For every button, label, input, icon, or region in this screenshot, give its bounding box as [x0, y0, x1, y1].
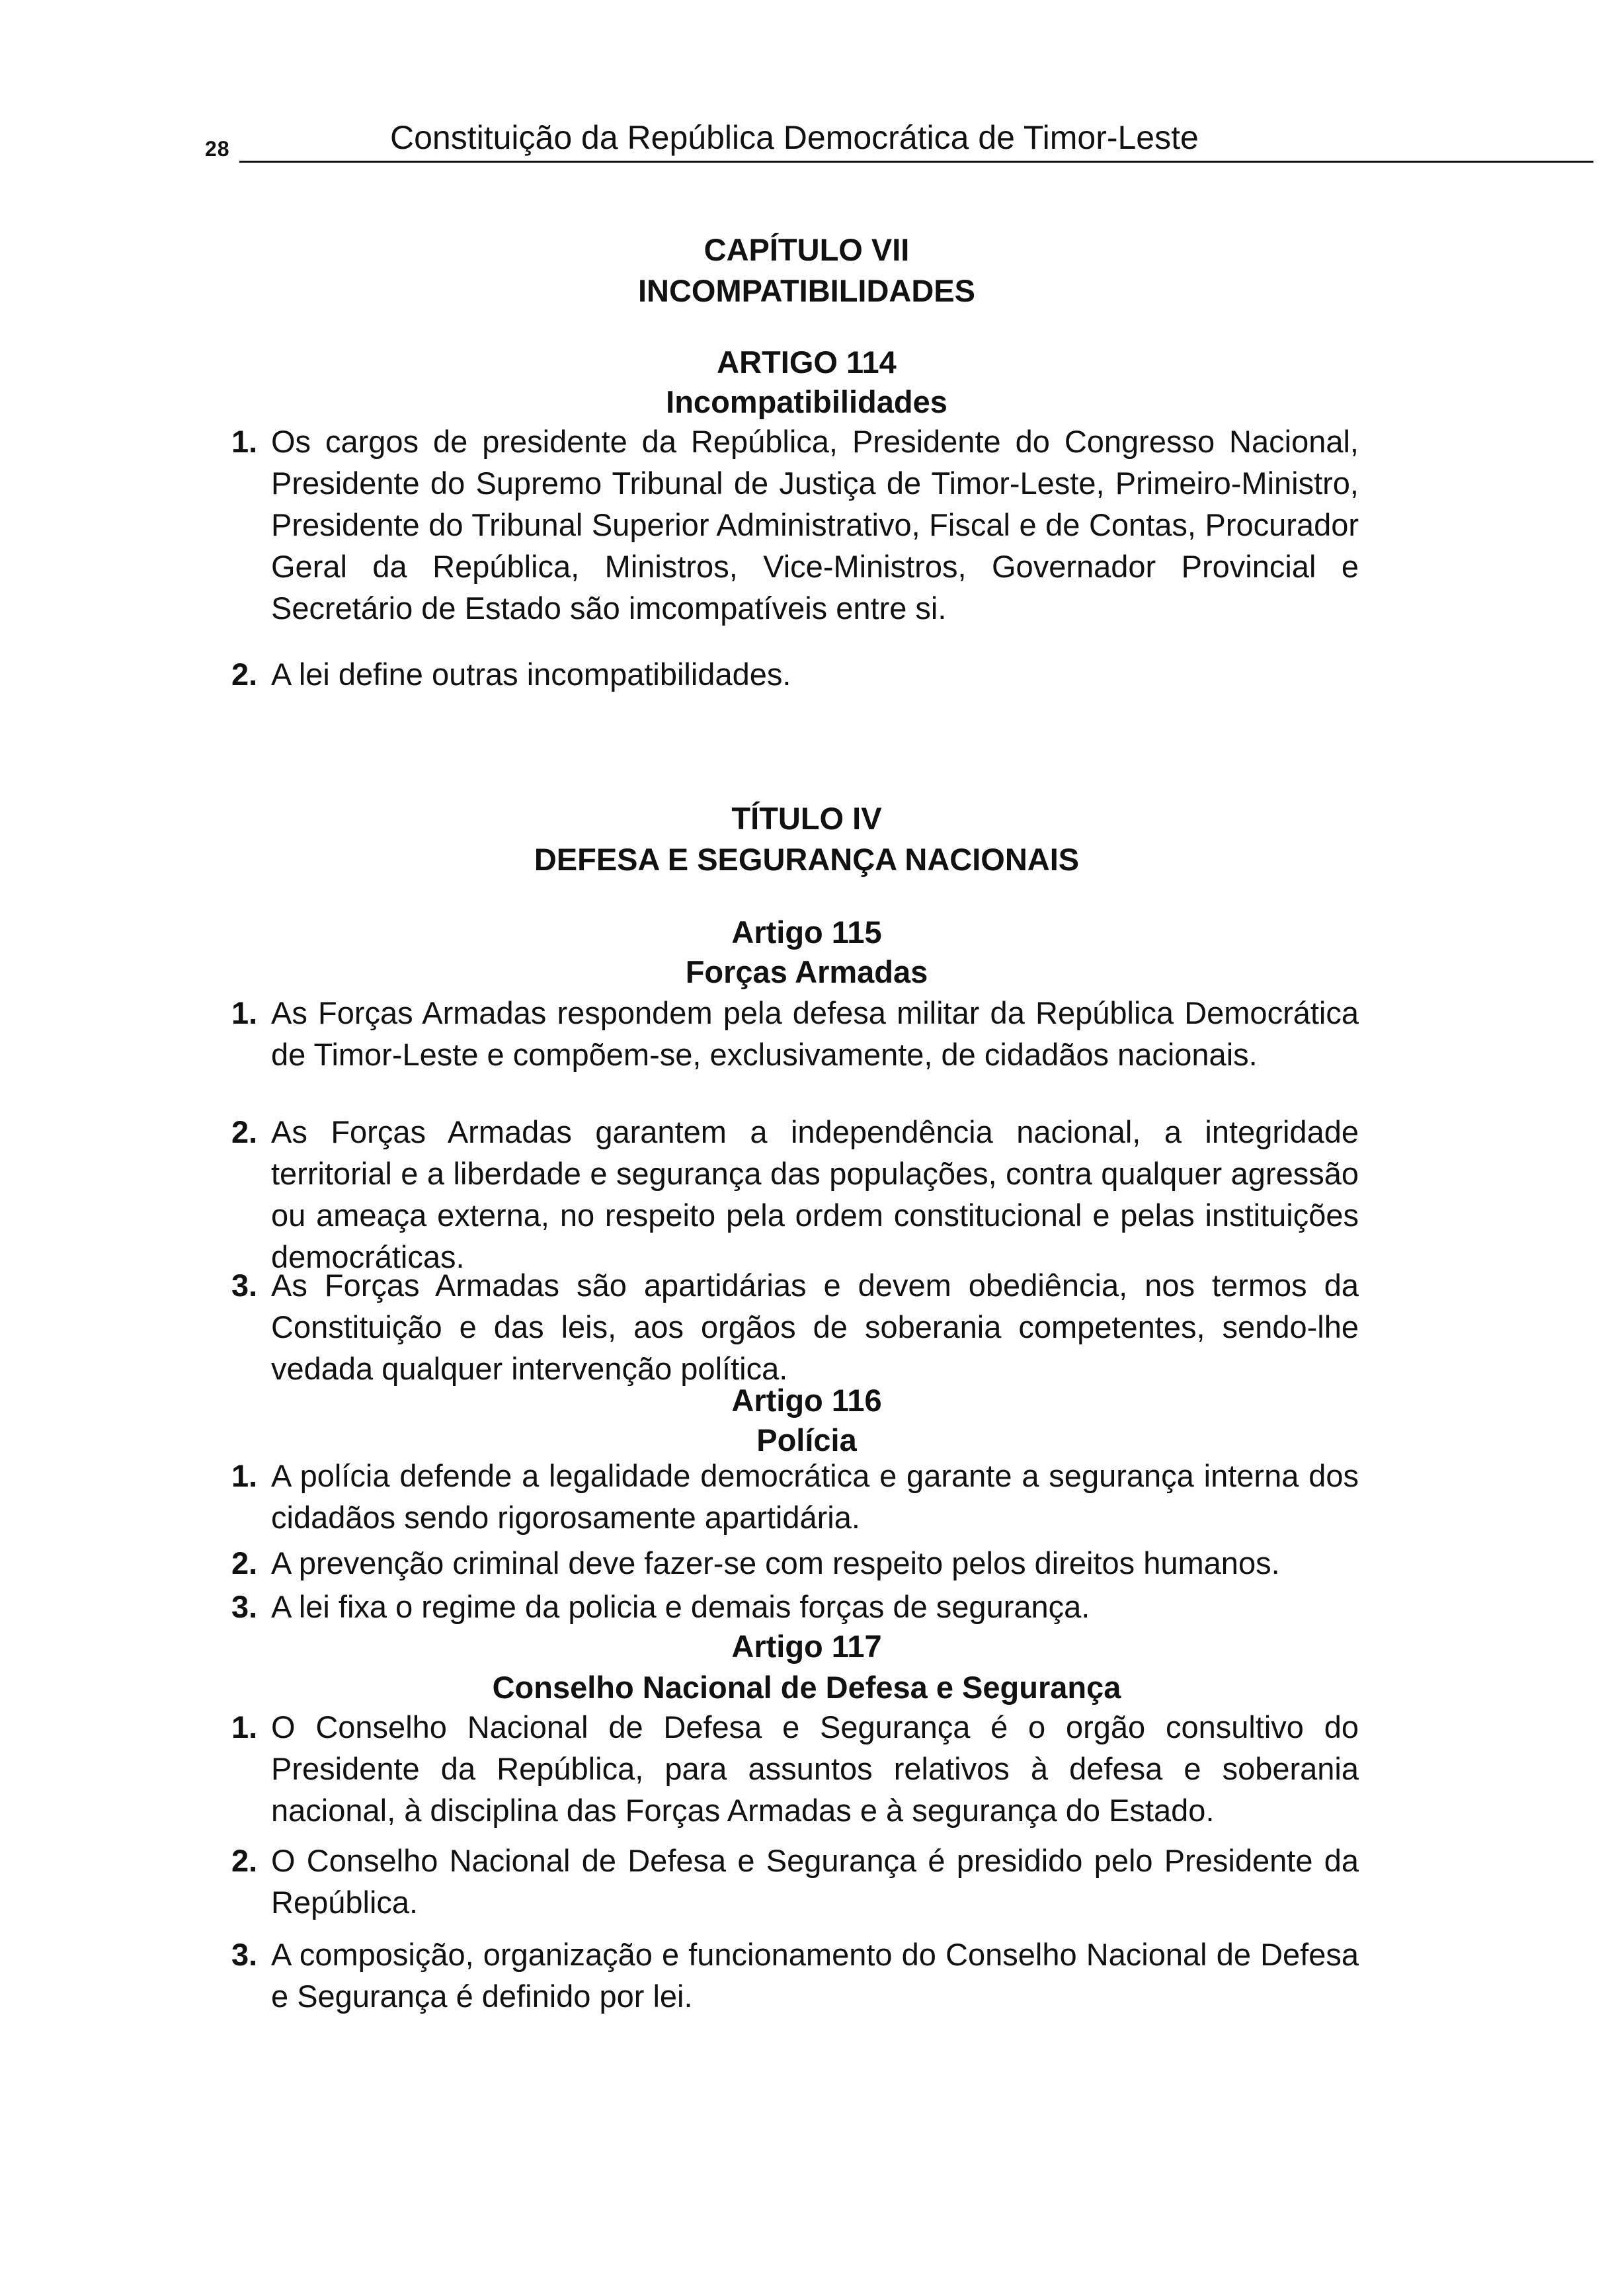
item-number: 2.: [231, 1545, 258, 1580]
article-114-item-1: [231, 421, 1359, 629]
chapter-title: INCOMPATIBILIDADES: [637, 273, 976, 308]
item-text: As Forças Armadas são apartidárias e devem obediência, nos termos da Constituição e das leis, aos orgãos de soberania competentes, sendo-lhe vedada qualquer intervenção política.: [271, 1268, 1359, 1386]
running-header: [205, 116, 1395, 169]
article-114-label: ARTIGO 114: [717, 345, 897, 380]
item-number: 3.: [231, 1589, 258, 1624]
item-number: 3.: [231, 1937, 258, 1972]
article-116-label: Artigo 116: [731, 1383, 882, 1418]
article-115-item-1: [231, 992, 1359, 1075]
article-115-title: Forças Armadas: [685, 954, 928, 989]
item-text: O Conselho Nacional de Defesa e Segurança é o orgão consultivo do Presidente da República, para assuntos relativos à defesa e soberania nacional, à disciplina das Forças Armadas e à segurança do Estado.: [271, 1709, 1359, 1828]
article-116-item-3: [231, 1586, 1359, 1627]
item-text: O Conselho Nacional de Defesa e Segurança é presidido pelo Presidente da República.: [271, 1843, 1359, 1920]
item-text: A prevenção criminal deve fazer-se com respeito pelos direitos humanos.: [271, 1545, 1280, 1580]
item-text: A composição, organização e funcionamento do Conselho Nacional de Defesa e Segurança é definido por lei.: [271, 1937, 1359, 2014]
item-number: 3.: [231, 1268, 258, 1303]
item-number: 2.: [231, 1843, 258, 1878]
article-115-item-3: [231, 1264, 1359, 1389]
chapter-label: CAPÍTULO VII: [704, 232, 910, 267]
item-number: 1.: [231, 1709, 258, 1744]
article-116-title: Polícia: [756, 1422, 857, 1457]
item-number: 2.: [231, 1114, 258, 1149]
article-117-item-1: [231, 1706, 1359, 1831]
article-116-item-1: [231, 1455, 1359, 1538]
article-114-item-2: [231, 653, 1359, 695]
article-115-item-2: [231, 1111, 1359, 1278]
item-text: As Forças Armadas respondem pela defesa militar da República Democrática de Timor-Leste e compõem-se, exclusivamente, de cidadãos nacionais.: [271, 995, 1359, 1072]
header-rule: [239, 161, 1593, 163]
article-117-item-2: [231, 1840, 1359, 1923]
item-text: A lei define outras incompatibilidades.: [271, 657, 791, 692]
page-number: 28: [205, 137, 230, 161]
article-115-label: Artigo 115: [731, 915, 882, 950]
item-number: 1.: [231, 424, 258, 459]
article-117-item-3: [231, 1934, 1359, 2017]
item-number: 1.: [231, 1458, 258, 1493]
item-text: A polícia defende a legalidade democrática e garante a segurança interna dos cidadãos sendo rigorosamente apartidária.: [271, 1458, 1359, 1535]
title-label: TÍTULO IV: [731, 801, 882, 836]
item-text: As Forças Armadas garantem a independência nacional, a integridade territorial e a liberdade e segurança das populações, contra qualquer agressão ou ameaça externa, no respeito pela ordem constitucional e pelas instituições democráticas.: [271, 1114, 1359, 1274]
article-114-title: Incompatibilidades: [666, 384, 947, 419]
item-text: A lei fixa o regime da policia e demais forças de segurança.: [271, 1589, 1090, 1624]
article-117-title: Conselho Nacional de Defesa e Segurança: [492, 1670, 1121, 1705]
article-116-item-2: [231, 1542, 1359, 1584]
item-number: 2.: [231, 657, 258, 692]
item-number: 1.: [231, 995, 258, 1030]
header-title: Constituição da República Democrática de Timor-Leste: [390, 119, 1199, 156]
title-heading: DEFESA E SEGURANÇA NACIONAIS: [534, 842, 1080, 877]
article-117-label: Artigo 117: [731, 1629, 882, 1664]
item-text: Os cargos de presidente da República, Presidente do Congresso Nacional, Presidente do Supremo Tribunal de Justiça de Timor-Leste, Primeiro-Ministro, Presidente do Tribunal Superior Administrativo, Fiscal e de Contas, Procurador Geral da República, Ministros, Vice-Ministros, Governador Provincial e Secretário de Estado são imcompatíveis entre si.: [271, 424, 1359, 626]
